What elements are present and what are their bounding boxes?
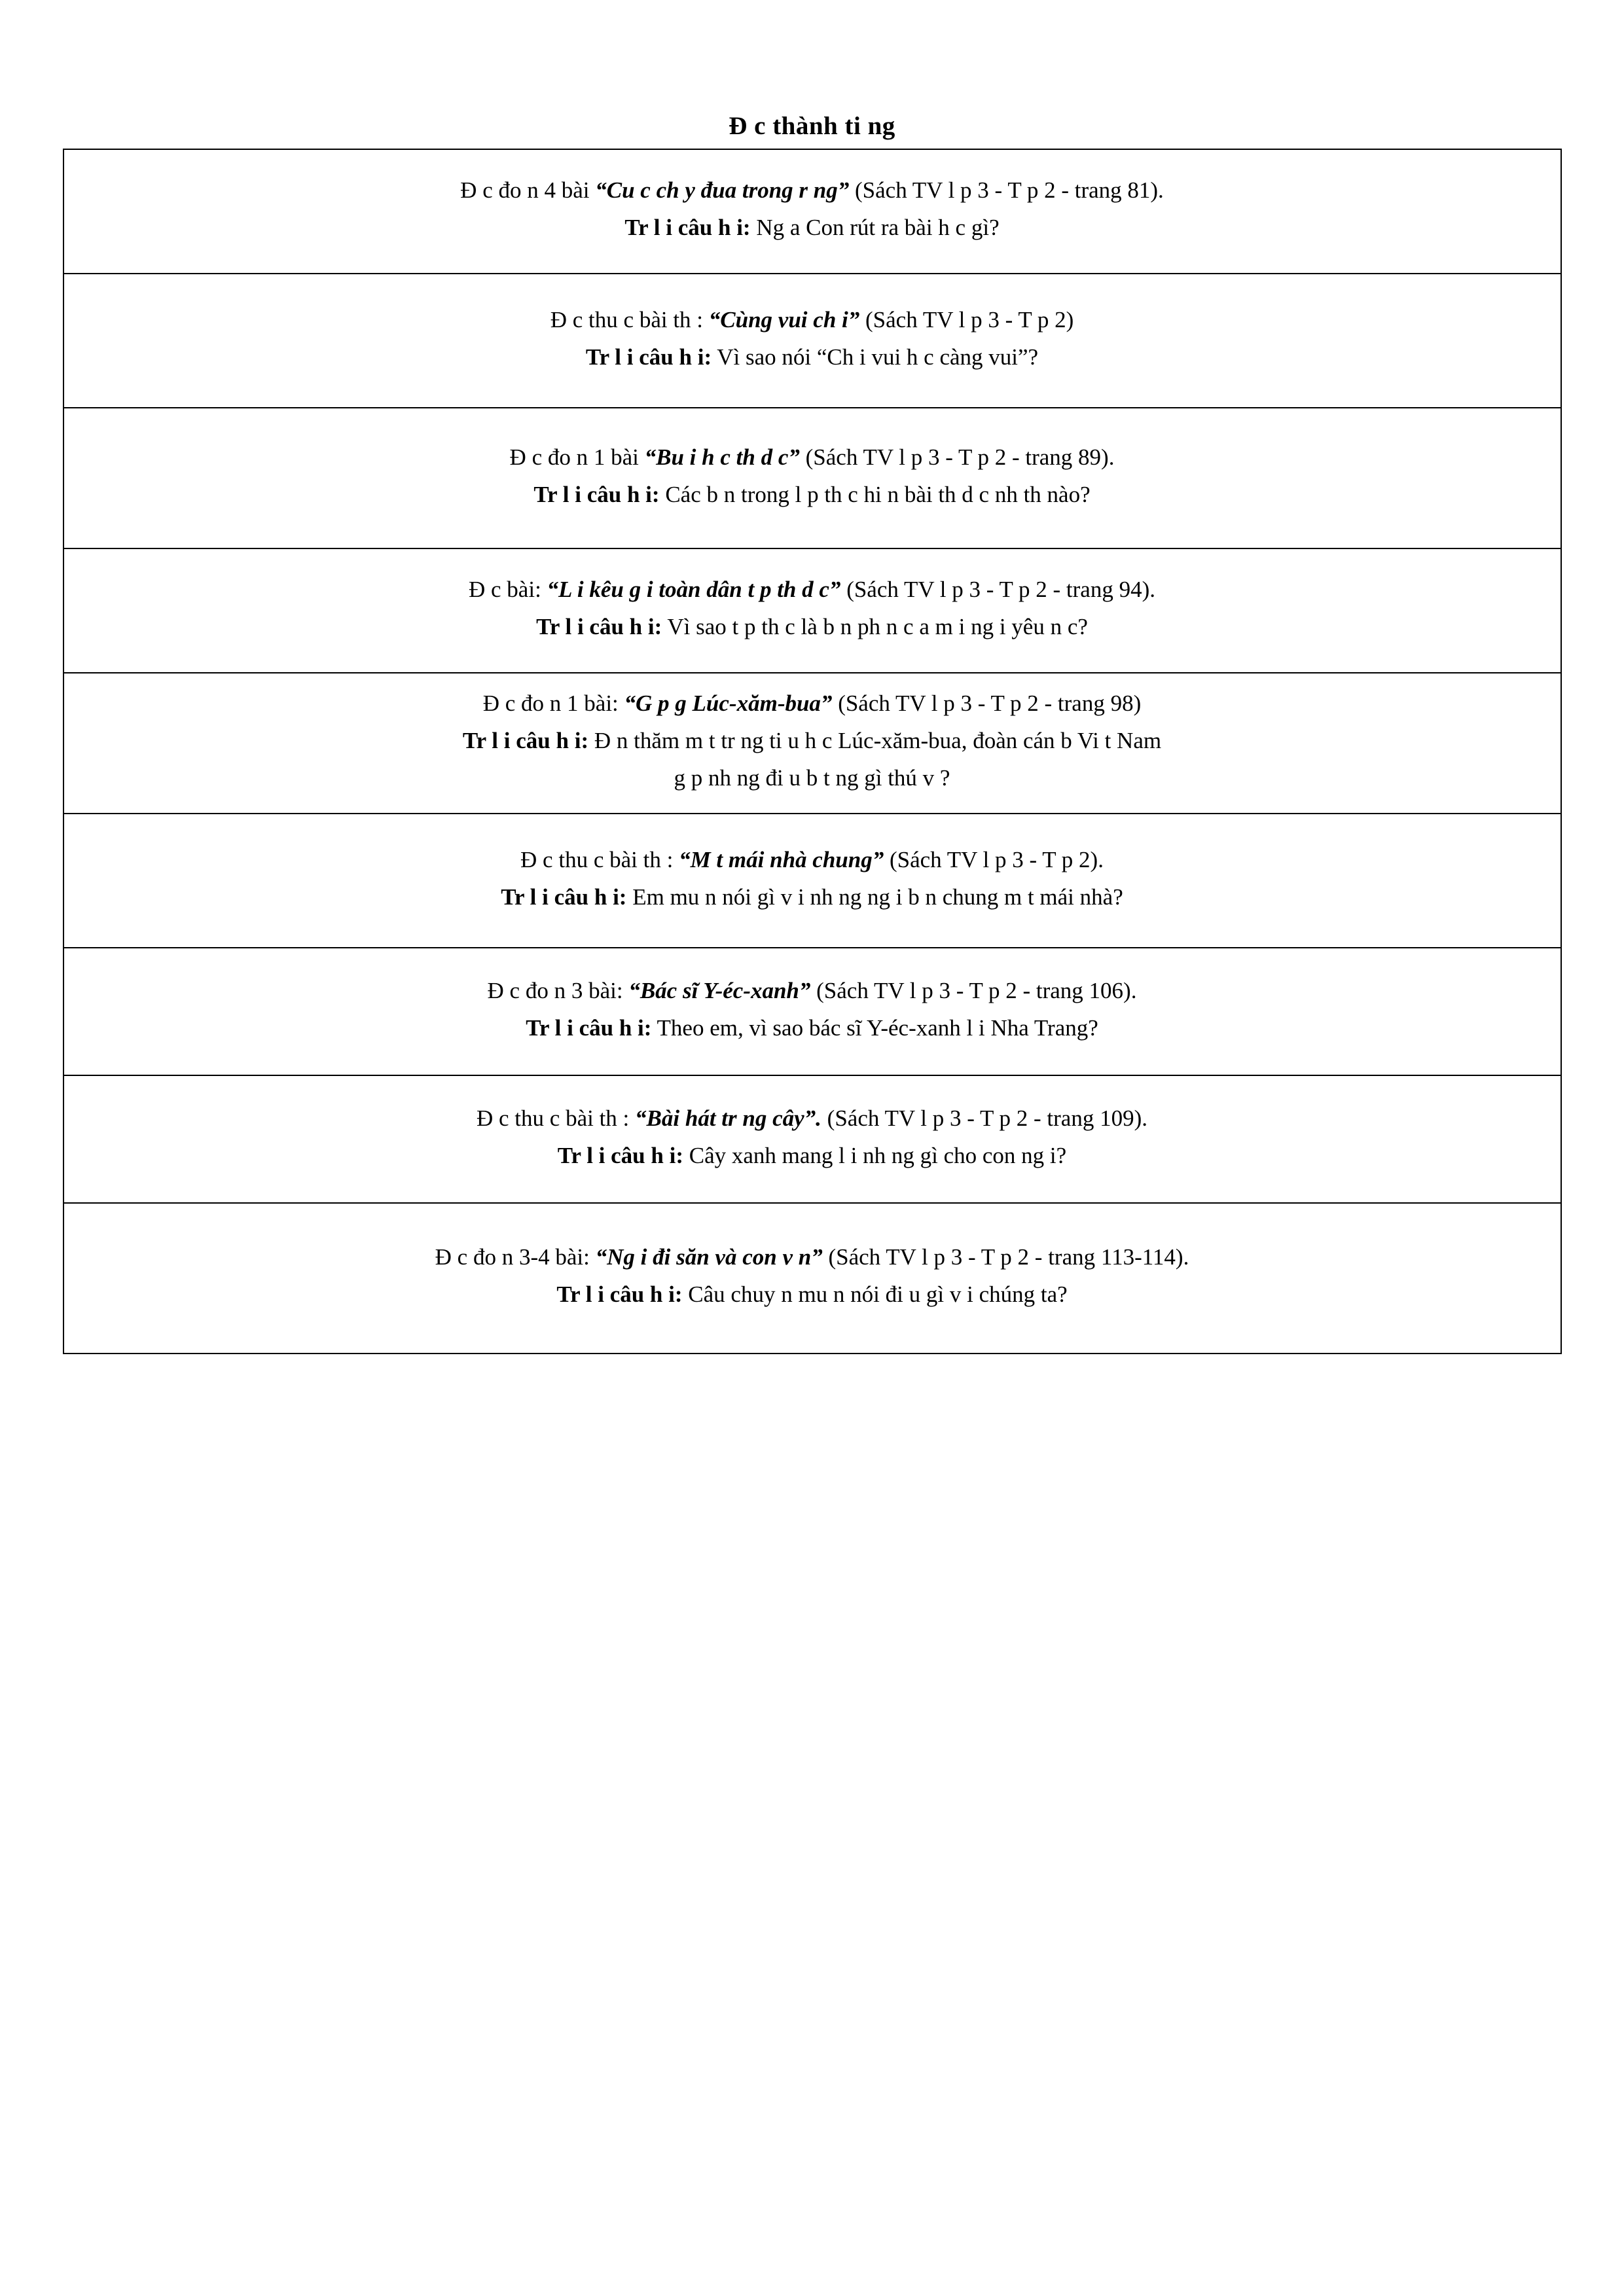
ticket-text: Vì sao nói “Ch i vui h c càng vui”? <box>712 344 1039 370</box>
ticket-line <box>90 1138 1534 1175</box>
ticket-table-body <box>63 149 1561 1354</box>
ticket-text: Đ n thăm m t tr ng ti u h c Lúc-xăm-bua, đoàn cán b Vi t Nam <box>588 728 1162 754</box>
ticket-text: (Sách TV l p 3 - T p 2 - trang 106). <box>810 977 1137 1003</box>
question-label: Tr l i câu h i: <box>585 344 712 370</box>
ticket-text: g p nh ng đi u b t ng gì thú v ? <box>674 764 950 791</box>
ticket-text: (Sách TV l p 3 - T p 2 - trang 109). <box>821 1105 1147 1131</box>
lesson-title: “Bác sĩ Y-éc-xanh” <box>628 977 811 1003</box>
lesson-title: “Cu c ch y đua trong r ng” <box>595 177 850 204</box>
ticket-line <box>90 476 1534 514</box>
ticket-text: (Sách TV l p 3 - T p 2 - trang 113-114). <box>822 1244 1189 1270</box>
ticket-line <box>90 339 1534 376</box>
ticket-7 <box>63 948 1561 1075</box>
question-label: Tr l i câu h i: <box>533 481 660 507</box>
ticket-line <box>90 879 1534 916</box>
ticket-text: Đ c đo n 1 bài: <box>482 691 624 717</box>
ticket-line <box>90 842 1534 879</box>
ticket-text: Em mu n nói gì v i nh ng ng i b n chung m t mái nhà? <box>626 884 1123 910</box>
ticket-line <box>90 973 1534 1010</box>
ticket-6 <box>63 814 1561 948</box>
table-row <box>63 814 1561 948</box>
table-row <box>63 274 1561 408</box>
table-row <box>63 948 1561 1075</box>
table-row <box>63 548 1561 673</box>
lesson-title: “Bu i h c th d c” <box>644 444 800 470</box>
ticket-text: Ng a Con rút ra bài h c gì? <box>750 215 1000 240</box>
ticket-text: Câu chuy n mu n nói đi u gì v i chúng ta? <box>682 1282 1068 1307</box>
question-label: Tr l i câu h i: <box>557 1142 683 1168</box>
ticket-text: (Sách TV l p 3 - T p 2 - trang 81). <box>849 177 1164 204</box>
question-label: Tr l i câu h i: <box>462 728 589 754</box>
ticket-text: (Sách TV l p 3 - T p 2 - trang 89). <box>799 444 1115 470</box>
page-title: Đ c thành ti ng <box>729 112 895 140</box>
ticket-text: Cây xanh mang l i nh ng gì cho con ng i? <box>683 1142 1067 1168</box>
ticket-text: (Sách TV l p 3 - T p 2 - trang 98) <box>832 691 1142 717</box>
ticket-text: Đ c thu c bài th : <box>477 1105 636 1131</box>
ticket-text: (Sách TV l p 3 - T p 2). <box>884 846 1104 872</box>
ticket-9 <box>63 1203 1561 1354</box>
ticket-text: Đ c thu c bài th : <box>550 306 709 332</box>
ticket-text: Vì sao t p th c là b n ph n c a m i ng i yêu n c? <box>662 614 1088 639</box>
ticket-text: (Sách TV l p 3 - T p 2 - trang 94). <box>840 577 1155 603</box>
table-row <box>63 673 1561 814</box>
ticket-4 <box>63 548 1561 673</box>
ticket-text: (Sách TV l p 3 - T p 2) <box>859 306 1074 332</box>
ticket-text: Đ c bài: <box>469 577 547 603</box>
ticket-line <box>90 209 1534 247</box>
lesson-title: “Ng i đi săn và con v n” <box>595 1244 823 1270</box>
ticket-table <box>63 149 1562 1354</box>
question-label: Tr l i câu h i: <box>556 1282 683 1307</box>
ticket-text: Đ c đo n 1 bài <box>509 444 645 470</box>
lesson-title: “G p g Lúc-xăm-bua” <box>624 691 833 717</box>
ticket-5 <box>63 673 1561 814</box>
ticket-text: Đ c đo n 3-4 bài: <box>435 1244 596 1270</box>
ticket-text: Theo em, vì sao bác sĩ Y-éc-xanh l i Nha Trang? <box>651 1014 1098 1041</box>
question-label: Tr l i câu h i: <box>501 884 627 910</box>
ticket-1 <box>63 149 1561 274</box>
ticket-line <box>90 1010 1534 1047</box>
table-row <box>63 1203 1561 1354</box>
lesson-title: “Bài hát tr ng cây”. <box>635 1105 821 1131</box>
ticket-line <box>90 609 1534 646</box>
ticket-line <box>90 685 1534 723</box>
ticket-3 <box>63 408 1561 548</box>
ticket-8 <box>63 1075 1561 1203</box>
ticket-line <box>90 439 1534 476</box>
ticket-line <box>90 1239 1534 1276</box>
question-label: Tr l i câu h i: <box>624 215 751 240</box>
table-row <box>63 149 1561 274</box>
ticket-text: Đ c đo n 4 bài <box>460 177 596 204</box>
ticket-2 <box>63 274 1561 408</box>
table-row <box>63 408 1561 548</box>
ticket-text: Đ c thu c bài th : <box>520 846 679 872</box>
lesson-title: “Cùng vui ch i” <box>708 306 860 332</box>
ticket-line <box>90 1100 1534 1138</box>
ticket-line <box>90 302 1534 339</box>
ticket-line <box>90 571 1534 609</box>
lesson-title: “M t mái nhà chung” <box>679 846 884 872</box>
ticket-text: Các b n trong l p th c hi n bài th d c nh th nào? <box>659 481 1091 507</box>
ticket-line <box>90 1276 1534 1314</box>
ticket-line <box>90 723 1534 760</box>
ticket-line <box>90 172 1534 209</box>
ticket-text: Đ c đo n 3 bài: <box>487 977 629 1003</box>
question-label: Tr l i câu h i: <box>526 1014 652 1041</box>
table-row <box>63 1075 1561 1203</box>
ticket-line <box>90 760 1534 797</box>
lesson-title: “L i kêu g i toàn dân t p th d c” <box>547 577 841 603</box>
question-label: Tr l i câu h i: <box>536 614 662 639</box>
